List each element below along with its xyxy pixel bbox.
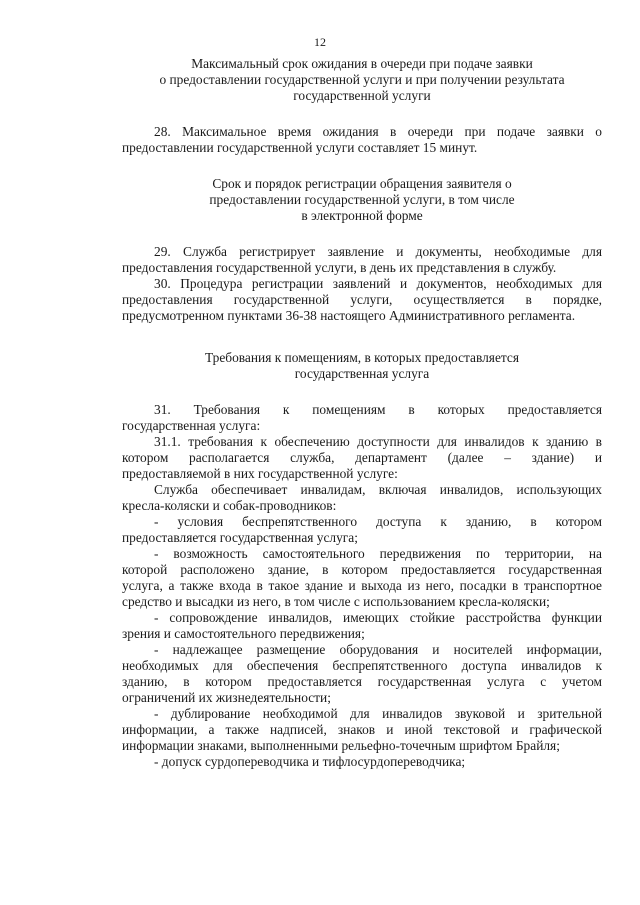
- paragraph-line: необходимых для обеспечения беспрепятственного доступа инвалидов к: [122, 658, 602, 673]
- paragraph-line: предоставляемой в них государственной услуге:: [122, 466, 398, 481]
- paragraph-31: [122, 402, 602, 434]
- paragraph-line: услуга, а также входа в такое здание и выхода из него, посадки в транспортное: [122, 578, 602, 593]
- paragraph-line: предоставляется государственная услуга;: [122, 530, 358, 545]
- section-heading-waiting-time: [122, 56, 602, 104]
- page-number: 12: [314, 35, 326, 49]
- paragraph-line: 28. Максимальное время ожидания в очереди при подаче заявки о: [154, 124, 602, 139]
- heading-line: Максимальный срок ожидания в очереди при подаче заявки: [191, 56, 533, 71]
- heading-line: о предоставлении государственной услуги и при получении результата: [159, 72, 565, 87]
- heading-line: Срок и порядок регистрации обращения заявителя о: [212, 176, 512, 191]
- list-item-duplication: [122, 706, 602, 754]
- list-item-independent-movement: [122, 546, 602, 610]
- paragraph-line: информации знаками, выполненными рельефно-точечным шрифтом Брайля;: [122, 738, 560, 753]
- list-item-escort: [122, 610, 602, 642]
- paragraph-line: 30. Процедура регистрации заявлений и документов, необходимых для: [154, 276, 602, 291]
- document-body: [122, 56, 602, 770]
- list-item-access-conditions: [122, 514, 602, 546]
- paragraph-line: ограничений их жизнедеятельности;: [122, 690, 331, 705]
- paragraph-line: предоставления государственной услуги, в день их представления в службу.: [122, 260, 557, 275]
- paragraph-line: предоставления государственной услуги, осуществляется в порядке,: [122, 292, 602, 307]
- paragraph-line: средство и высадки из него, в том числе с использованием кресла-коляски;: [122, 594, 550, 609]
- paragraph-line: - возможность самостоятельного передвижения по территории, на: [154, 546, 602, 561]
- paragraph-line: кресла-коляски и собак-проводников:: [122, 498, 337, 513]
- paragraph-line: зрения и самостоятельного передвижения;: [122, 626, 365, 641]
- list-item-interpreter-admission: [122, 754, 602, 770]
- paragraph-service-provides: [122, 482, 602, 514]
- paragraph-line: - условия беспрепятственного доступа к зданию, в котором: [154, 514, 602, 529]
- paragraph-line: 31. Требования к помещениям в которых предоставляется: [154, 402, 602, 417]
- paragraph-line: 29. Служба регистрирует заявление и документы, необходимые для: [154, 244, 602, 259]
- heading-line: предоставлении государственной услуги, в том числе: [209, 192, 515, 207]
- paragraph-28: [122, 124, 602, 156]
- paragraph-30: [122, 276, 602, 324]
- heading-line: в электронной форме: [301, 208, 423, 223]
- paragraph-line: - допуск сурдопереводчика и тифлосурдопереводчика;: [154, 754, 466, 769]
- paragraph-line: государственная услуга:: [122, 418, 261, 433]
- paragraph-line: информации, а также надписей, знаков и иной текстовой и графической: [122, 722, 602, 737]
- paragraph-line: котором располагается служба, департамент (далее – здание) и: [122, 450, 602, 465]
- paragraph-line: зданию, в котором предоставляется государственная услуга с учетом: [122, 674, 602, 689]
- paragraph-line: предусмотренном пунктами 36-38 настоящего Административного регламента.: [122, 308, 576, 323]
- paragraph-31-1: [122, 434, 602, 482]
- paragraph-29: [122, 244, 602, 276]
- paragraph-line: - дублирование необходимой для инвалидов звуковой и зрительной: [154, 706, 602, 721]
- heading-line: Требования к помещениям, в которых предоставляется: [204, 350, 520, 365]
- paragraph-line: 31.1. требования к обеспечению доступности для инвалидов к зданию в: [154, 434, 602, 449]
- heading-line: государственная услуга: [294, 366, 430, 381]
- section-heading-registration: [122, 176, 602, 224]
- paragraph-line: - сопровождение инвалидов, имеющих стойкие расстройства функции: [154, 610, 602, 625]
- section-heading-premises: [122, 350, 602, 382]
- paragraph-line: Служба обеспечивает инвалидам, включая инвалидов, использующих: [154, 482, 602, 497]
- paragraph-line: - надлежащее размещение оборудования и носителей информации,: [154, 642, 602, 657]
- heading-line: государственной услуги: [293, 88, 431, 103]
- list-item-equipment-placement: [122, 642, 602, 706]
- paragraph-line: которой расположено здание, в котором предоставляется государственная: [122, 562, 602, 577]
- paragraph-line: предоставлении государственной услуги составляет 15 минут.: [122, 140, 478, 155]
